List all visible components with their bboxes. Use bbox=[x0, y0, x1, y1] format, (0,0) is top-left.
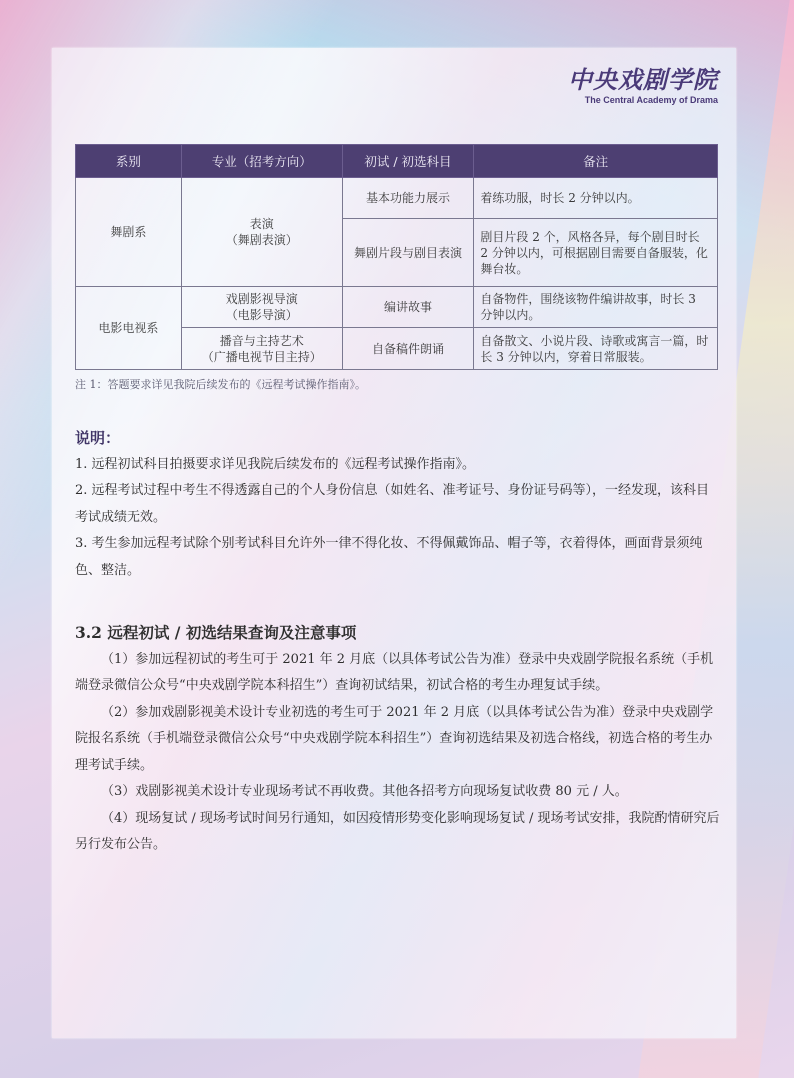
cell-department: 舞剧系 bbox=[76, 178, 182, 287]
major-direction: （电影导演） bbox=[225, 308, 298, 322]
results-section bbox=[75, 620, 720, 859]
major-name: 表演 bbox=[249, 217, 274, 231]
table-row bbox=[76, 178, 718, 219]
academy-logo bbox=[568, 66, 718, 105]
explanation-item: 1. 远程初试科目拍摄要求详见我院后续发布的《远程考试操作指南》。 bbox=[75, 456, 476, 472]
major-direction: （舞剧表演） bbox=[225, 233, 298, 247]
cell-note: 着练功服，时长 2 分钟以内。 bbox=[474, 178, 718, 219]
cell-major bbox=[181, 328, 342, 370]
table-header-row bbox=[76, 145, 718, 178]
explanation-item: 3. 考生参加远程考试除个别考试科目允许外一律不得化妆、不得佩戴饰品、帽子等，衣着得体，画面背景须纯色、整洁。 bbox=[75, 536, 703, 578]
header-major: 专业（招考方向） bbox=[181, 145, 342, 178]
cell-subject: 基本功能力展示 bbox=[342, 178, 474, 219]
section-paragraph: （4）现场复试 / 现场考试时间另行通知，如因疫情形势变化影响现场复试 / 现场考试安排，我院酌情研究后另行发布公告。 bbox=[75, 810, 720, 852]
header-subject: 初试 / 初选科目 bbox=[342, 145, 474, 178]
logo-chinese: 中央戏剧学院 bbox=[568, 65, 718, 94]
document-page bbox=[52, 48, 736, 1038]
header-note: 备注 bbox=[474, 145, 718, 178]
cell-note: 剧目片段 2 个，风格各异，每个剧目时长 2 分钟以内，可根据剧目需要自备服装，化舞台妆。 bbox=[474, 219, 718, 287]
explanation-title: 说明： bbox=[75, 429, 121, 447]
table-row bbox=[76, 287, 718, 328]
exam-subjects-table bbox=[75, 144, 718, 370]
section-paragraph: （1）参加远程初试的考生可于 2021 年 2 月底（以具体考试公告为准）登录中央戏剧学院报名系统（手机端登录微信公众号“中央戏剧学院本科招生”）查询初试结果，初试合格的考生办理复试手续。 bbox=[75, 651, 714, 693]
explanation-section bbox=[75, 425, 720, 584]
cell-major bbox=[181, 178, 342, 287]
explanation-item: 2. 远程考试过程中考生不得透露自己的个人身份信息（如姓名、准考证号、身份证号码等），一经发现，该科目考试成绩无效。 bbox=[75, 483, 710, 525]
cell-note: 自备散文、小说片段、诗歌或寓言一篇，时长 3 分钟以内，穿着日常服装。 bbox=[474, 328, 718, 370]
logo-english: The Central Academy of Drama bbox=[584, 95, 718, 105]
cell-subject: 自备稿件朗诵 bbox=[342, 328, 474, 370]
header-department: 系别 bbox=[76, 145, 182, 178]
cell-subject: 舞剧片段与剧目表演 bbox=[342, 219, 474, 287]
section-paragraph: （2）参加戏剧影视美术设计专业初选的考生可于 2021 年 2 月底（以具体考试公告为准）登录中央戏剧学院报名系统（手机端登录微信公众号“中央戏剧学院本科招生”）查询初选结果及初选合格线，初选合格的考生办理考试手续。 bbox=[75, 704, 714, 773]
table-footnote: 注 1：答题要求详见我院后续发布的《远程考试操作指南》。 bbox=[75, 378, 366, 391]
cell-subject: 编讲故事 bbox=[342, 287, 474, 328]
major-direction: （广播电视节目主持） bbox=[201, 349, 322, 364]
major-name: 播音与主持艺术 bbox=[219, 333, 304, 348]
cell-note: 自备物件，围绕该物件编讲故事，时长 3 分钟以内。 bbox=[474, 287, 718, 328]
major-name: 戏剧影视导演 bbox=[225, 292, 298, 306]
section-paragraph: （3）戏剧影视美术设计专业现场考试不再收费。其他各招考方向现场复试收费 80 元 / 人。 bbox=[101, 784, 628, 799]
cell-major bbox=[181, 287, 342, 328]
cell-department: 电影电视系 bbox=[76, 287, 182, 370]
section-heading: 3.2 远程初试 / 初选结果查询及注意事项 bbox=[75, 623, 357, 642]
